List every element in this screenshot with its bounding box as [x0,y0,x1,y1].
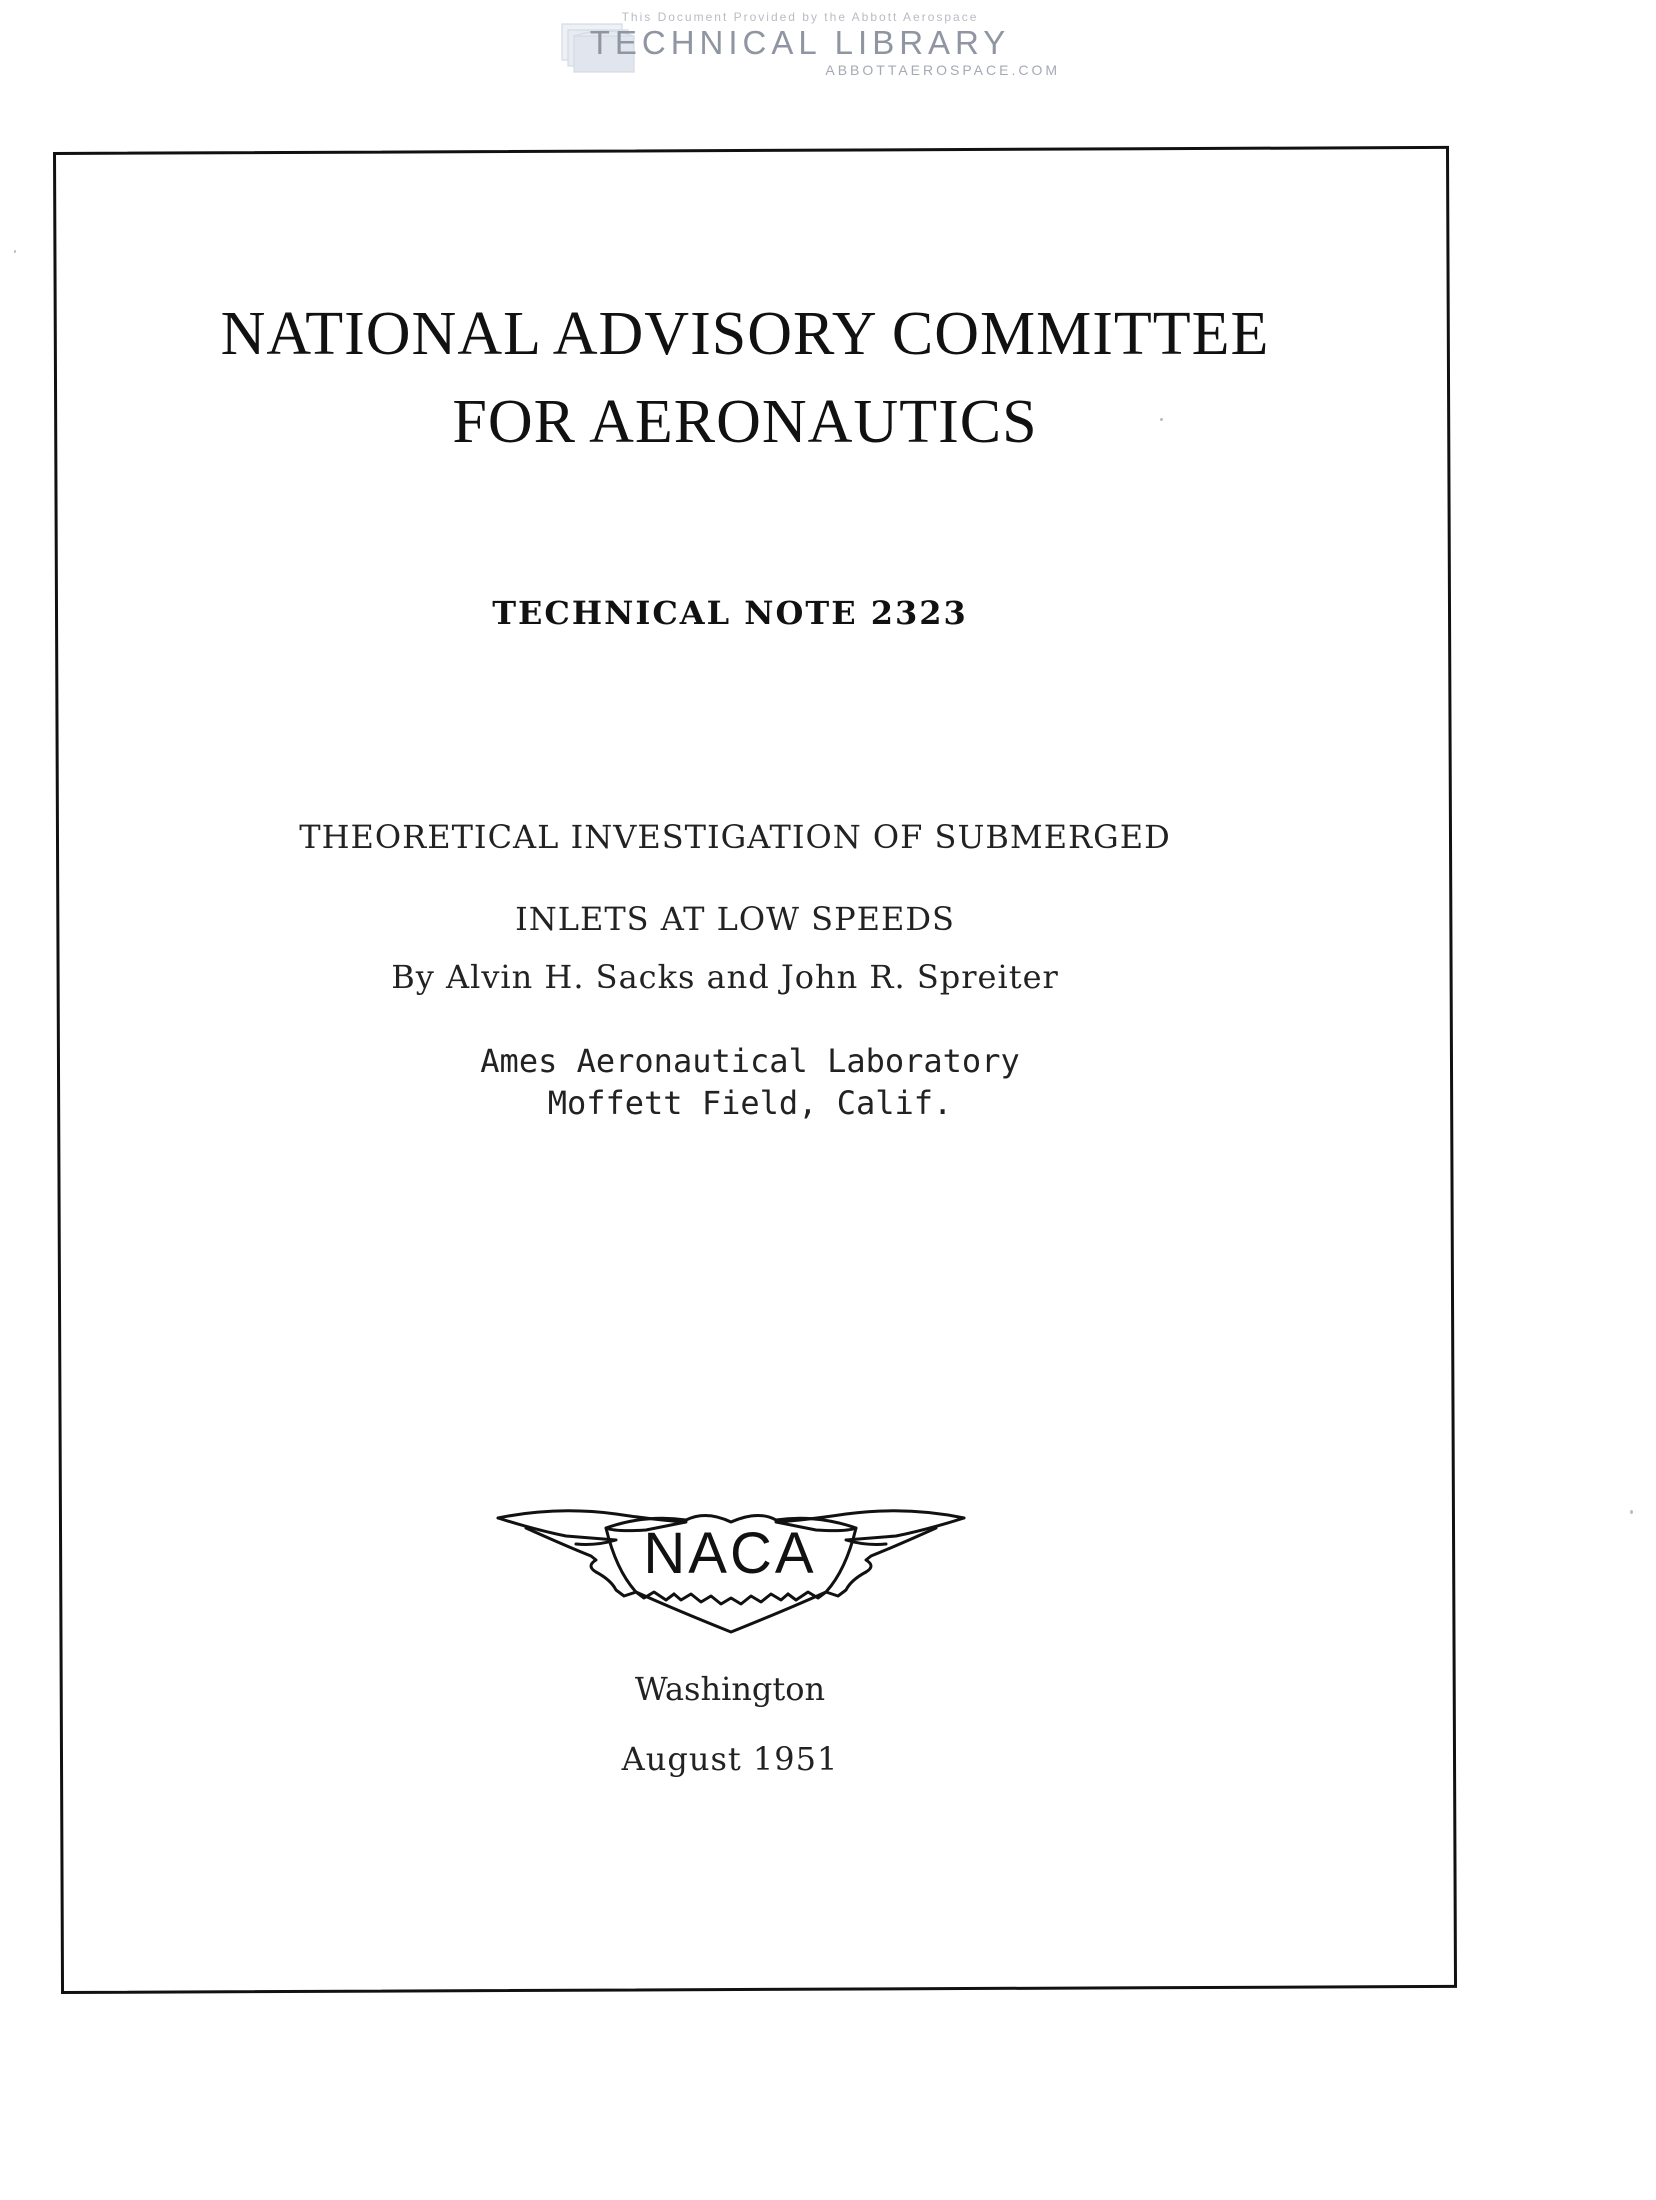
watermark-library-text: TECHNICAL LIBRARY [589,24,1011,61]
authors: By Alvin H. Sacks and John R. Spreiter [391,958,1059,996]
scan-speck [1160,418,1163,421]
organization-line-1: NATIONAL ADVISORY COMMITTEE [220,300,1270,368]
organization-title [0,290,1490,466]
report-number: TECHNICAL NOTE 2323 [492,594,968,632]
publication-place: Washington [634,1670,826,1708]
scan-speck [1630,1510,1633,1514]
report-title [0,796,1470,960]
watermark-provider-text: This Document Provided by the Abbott Aerospace [621,10,979,24]
publication-date: August 1951 [621,1740,839,1778]
report-title-line-2: INLETS AT LOW SPEEDS [515,900,955,938]
naca-logo-text: NACA [643,1521,817,1586]
laboratory-location: Moffett Field, Calif. [547,1084,953,1122]
laboratory-name: Ames Aeronautical Laboratory [480,1042,1020,1080]
report-title-line-1: THEORETICAL INVESTIGATION OF SUBMERGED [299,818,1171,856]
affiliation [0,1040,1500,1124]
watermark-website-text: ABBOTTAEROSPACE.COM [825,62,1060,78]
scan-speck [14,250,16,253]
organization-line-2: FOR AERONAUTICS [452,388,1038,456]
watermark [540,4,1060,84]
